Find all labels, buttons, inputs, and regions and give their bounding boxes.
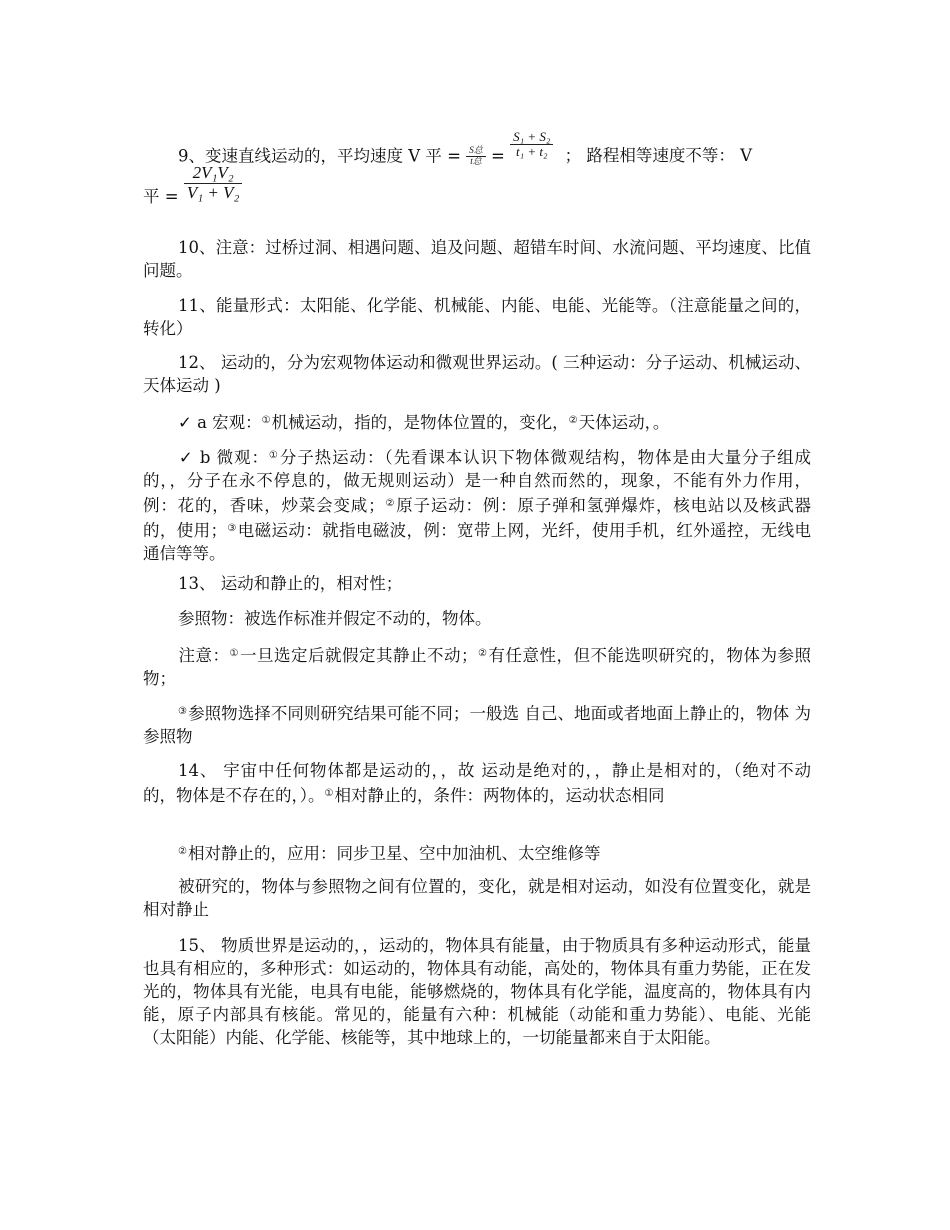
- formula-prefix: 9、变速直线运动的，平均速度 V 平 =: [178, 146, 461, 166]
- circled-number-1: ①: [229, 648, 239, 659]
- circled-number-3: ③: [227, 523, 237, 534]
- circled-number-3: ③: [178, 706, 188, 717]
- circled-number-2: ②: [568, 415, 578, 426]
- circled-number-2: ②: [178, 846, 187, 857]
- paragraph-note-3: ③参照物选择不同则研究结果可能不同；一般选 自己、地面或者地面上静止的，物体 为参照物: [143, 704, 811, 746]
- paragraph-macro: ✓ a 宏观：①机械运动，指的，是物体位置的，变化，②天体运动，。: [178, 413, 670, 432]
- paragraph-15: 15、 物质世界是运动的，，运动的，物体具有能量，由于物质具有多种运动形式，能量也具有相应的，多种形式：如运动的，物体具有动能，高处的，物体具有重力势能，正在发光的，物体具有光能，电具有电能，能够燃烧的，物体具有化学能，温度高的，物体具有内能，原子内部具有核能。常见的，能量有六种：机械能（动能和重力势能）、电能、光能（太阳能）内能、化学能、核能等，其中地球上的，一切能量都来自于太阳能。: [143, 936, 811, 1047]
- circled-number-2: ②: [384, 498, 396, 509]
- paragraph-micro: ✓ b 微观：①分子热运动：（先看课本认识下物体微观结构，物体是由大量分子组成的，，分子在永不停息的，做无规则运动）是一种自然而然的，现象，不能有外力作用，例：花的，香味，炒菜会变咸；②原子运动：例：原子弹和氢弹爆炸，核电站以及核武器的，使用；③电磁运动：就指电磁波，例：宽带上网，光纤，使用手机，红外遥控，无线电通信等等。: [143, 448, 812, 563]
- paragraph-10: 10、注意：过桥过洞、相遇问题、追及问题、超错车时间、水流问题、平均速度、比值问题。: [143, 238, 811, 280]
- average-speed-formula: [143, 110, 811, 222]
- paragraph-13: 13、 运动和静止的，相对性；: [178, 574, 403, 593]
- paragraph-14: 14、 宇宙中任何物体都是运动的，，故 运动是绝对的，，静止是相对的，（绝对不动的，物体是不存在的，）。①相对静止的，条件：两物体的，运动状态相同: [143, 761, 811, 805]
- sum-distance-over-sum-time: $\frac{\text{S₁ + S₂}}{\text{t₁ + t₂}}$: [510, 130, 553, 160]
- formula-middle-text: ； 路程相等速度不等： V: [564, 146, 753, 166]
- paragraph-note: 注意：①一旦选定后就假定其静止不动；②有任意性，但不能选呗研究的，物体为参照物；: [143, 646, 812, 688]
- harmonic-mean-fraction: $\frac{\text{2V₁V₂}}{\text{V₁ + V₂}}$: [184, 164, 243, 202]
- total-distance-over-total-time: $\frac{\text{S总}}{\text{t总}}$: [466, 146, 486, 167]
- paragraph-relative-application: ②相对静止的，应用：同步卫星、空中加油机、太空维修等: [178, 844, 601, 863]
- formula-line-1: [178, 129, 753, 172]
- formula-line-2: [143, 163, 242, 206]
- circled-number-2: ②: [477, 648, 488, 659]
- circled-number-1: ①: [261, 415, 271, 426]
- circled-number-1: ①: [268, 450, 279, 461]
- circled-number-1: ①: [324, 788, 334, 799]
- paragraph-relative-definition: 被研究的，物体与参照物之间有位置的，变化，就是相对运动，如没有位置变化，就是相对静止: [143, 877, 811, 919]
- formula-prefix-2: 平 =: [143, 186, 179, 206]
- paragraph-reference: 参照物：被选作标准并假定不动的，物体。: [178, 609, 492, 628]
- paragraph-11: 11、能量形式：太阳能、化学能、机械能、内能、电能、光能等。（注意能量之间的，转化）: [143, 296, 811, 338]
- paragraph-12: 12、 运动的，分为宏观物体运动和微观世界运动。( 三种运动：分子运动、机械运动、天体运动 ): [143, 353, 811, 395]
- equals-sign: =: [491, 146, 505, 166]
